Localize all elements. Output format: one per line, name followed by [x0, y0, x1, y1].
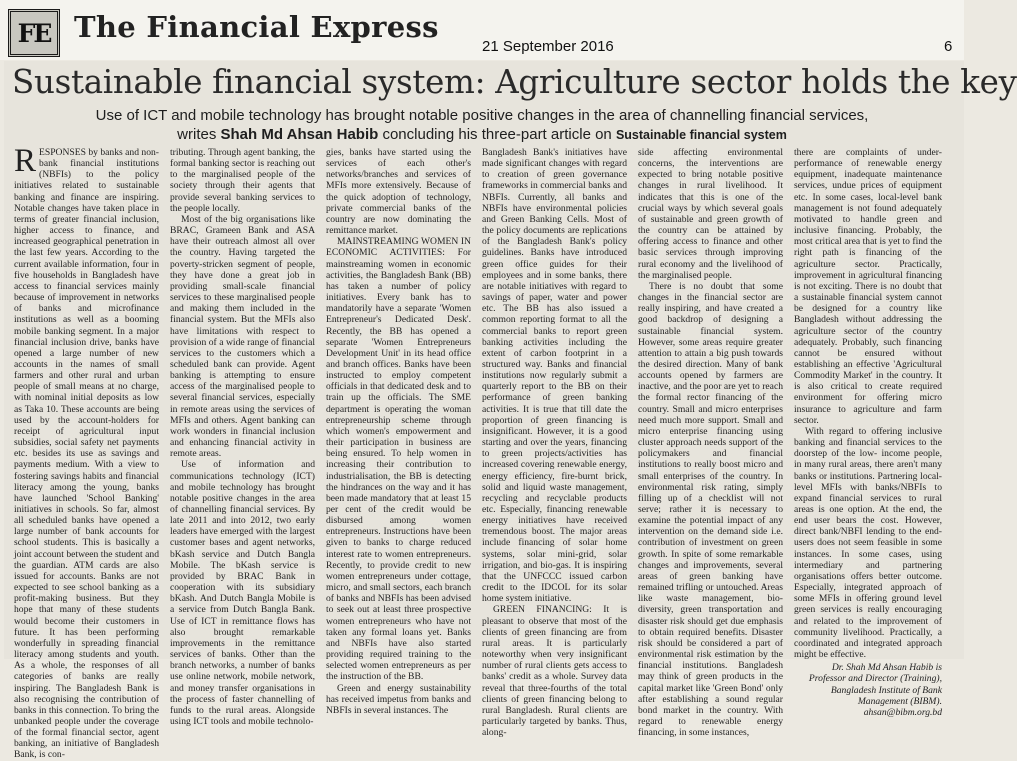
series-name: Sustainable financial system	[615, 128, 787, 142]
paragraph: There is no doubt that some changes in the financial sector are really inspiring, and have created a good backdrop of designing a sustainable financial system. However, some areas require greater attention to attain a big push towards the desired direction. Many of bank accounts opened by farmers are inactive, and the poor are yet to reach the formal rector financing of the country. Small and micro enterprises need much more support. Small and micro enterprise financing using cluster approach needs support of the policymakers and financial institutions to really boost micro and small enterprises of the country. In environmental risk rating, simply filling up of a checklist will not serve; rather it is necessary to examine the potential impact of any intervention on the demand side i.e. contribution of investment on green growth. In spite of some remarkable changes and improvements, several areas of green banking have remained trifling or untouched. Areas like waste management, bio-diversity, green transportation and disaster risk should get due emphasis to obtain required benefits. Disaster risk should be considered a part of environmental risk estimation by the financial institutions. Bangladesh may think of green products in the capital market like 'Green Bond' only after establishing a sound regular bond market in the country. With regard to renewable energy financing, in some instances,	[638, 280, 783, 739]
column-4	[482, 147, 627, 739]
column-3	[326, 147, 471, 716]
paragraph: gies, banks have started using the services of each other's networks/branches and services of MFIs more extensively. Because of the quick adoption of technology, private commercial banks of the country are now dominating the remittance market.	[326, 147, 471, 237]
publication-date: 21 September 2016	[482, 38, 614, 55]
standfirst-line-1: Use of ICT and mobile technology has brought notable positive changes in the area of channelling financial services,	[95, 107, 869, 124]
paragraph: Bangladesh Bank's initiatives have made significant changes with regard to creation of green governance frameworks in commercial banks and NBFIs. Currently, all banks and NBFIs have environmental policies and Green Banking Cells. Most of the policy documents are replications of the Bangladesh Bank's policy guidelines. Banks have introduced green office guides for their employees and in some banks, there are notable initiatives with regard to savings of paper, water and power etc. The BB has also issued a common reporting format to all the commercial banks to report green banking activities including the extent of carbon footprint in a structured way. Banks and financial institutions now regularly submit a quarterly report to the BB on their performance of green banking activities. It is true that till date the proportion of green financing is insignificant. However, it is a good starting and over the years, financing to green projects/activities has increased covering renewable energy, energy efficiency, fire-burnt brick, solid and liquid waste management, recycling and recyclable products etc. Especially, financing renewable energy initiatives have received tremendous boost. The major areas include financing of solar home systems, solar mini-grid, solar irrigation, and bio-gas. It is inspiring that the UNFCCC issued carbon credit to the IDCOL for its solar home system initiative.	[482, 147, 627, 605]
paragraph-text: ESPONSES by banks and non-bank financial institutions (NBFIs) to the policy initiatives related to sustainable banking and finance are inspiring. Notable changes have taken place in terms of greater financial inclusion, higher access to finance, and increased geographical penetration in the last few years. According to the current available information, four in five households in Bangladesh have access to financial services mainly because of improvement in networks of banks and microfinance institutions as well as a booming mobile banking segment. In a major financial inclusion drive, banks have opened a large number of new accounts in the names of small farmers and other rural and urban people of small means at no charge, with nominal initial deposits as low as Taka 10. These accounts are being used by the account-holders for receipt of agricultural input subsidies, social safety net payments etc. besides its use as savings and payments medium. With a view to fostering savings habits and financial literacy among the young, banks have launched 'School Banking' initiatives in schools. So far, almost all scheduled banks have opened a large number of bank accounts for school students. This is basically a joint account between the student and the guardian. ATM cards are also issued for accounts. Banks are not expected to see school banking as a profit-making business. But they hope that many of these students would become their customers in future. It has been performing wonderfully in spreading financial literacy among students and youth. As a whole, the responses of all categories of banks are really inspiring. The Bangladesh Bank is also recognising the contribution of banks in this connection. To bring the unbanked people under the coverage of the formal financial sector, agent banking, an initiative of Bangladesh Bank, is con-	[14, 147, 159, 761]
newspaper-title: The Financial Express	[74, 10, 439, 44]
paragraph: GREEN FINANCING: It is pleasant to observe that most of the clients of green financing are from rural areas. It is particularly noteworthy when very insignificant number of rural clients gets access to banks' credit as a whole. Survey data reveal that three-fourths of the total clients of green financing belong to rural Bangladesh. Rural clients are particularly targeted by banks. Thus, along-	[482, 604, 627, 739]
standfirst-writes: writes	[177, 126, 217, 143]
article-standfirst	[0, 106, 964, 145]
paragraph: tributing. Through agent banking, the formal banking sector is reaching out to the marginalised people of the society through their agents that provide several banking services to the people locally.	[170, 147, 315, 214]
column-1	[14, 143, 159, 761]
standfirst-line-2	[0, 125, 964, 145]
paragraph: side affecting environmental concerns, the interventions are expected to bring notable positive changes in rural livelihood. It indicates that this is one of the crucial ways by which several goals of sustainable and green growth of the country can be attained by offering access to finance and other basic services through improving rural economy and the livelihood of the marginalised people.	[638, 147, 783, 281]
column-5	[638, 147, 783, 739]
paragraph: Green and energy sustainability has received impetus from banks and NBFIs in several instances. The	[326, 682, 471, 716]
drop-cap: R	[14, 143, 37, 179]
article-headline: Sustainable financial system: Agriculture sector holds the key	[12, 63, 1017, 101]
page-number: 6	[944, 38, 953, 55]
paragraph: Use of information and communications technology (ICT) and mobile technology has brought notable positive changes in the area of channelling financial services. By late 2011 and into 2012, two early leaders have emerged with the largest customer bases and agent networks, bKash service and Dutch Bangla Mobile. The bKash service is provided by BRAC Bank in cooperation with its subsidiary bKash. And Dutch Bangla Mobile is a service from Dutch Bangla Bank. Use of ICT in remittance flows has also brought remarkable improvements in the remittance services of banks. Other than the branch networks, a number of banks use online network, mobile network, and money transfer organisations in the process of faster channelling of funds to the rural areas. Alongside using ICT tools and mobile technolo-	[170, 459, 315, 727]
column-2	[170, 147, 315, 727]
column-6	[794, 147, 942, 718]
paragraph: there are complaints of under-performance of renewable energy equipment, inadequate maintenance services, undue prices of equipment etc. In some cases, local-level bank management is not found adequately motivated to handle green and inclusive financing. Probably, the most critical area that is yet to find the right path is financing of the agriculture sector. Practically, improvement in agricultural financing is not exciting. There is no doubt that a sustainable financial system cannot be designed for a country like Bangladesh without addressing the agriculture sector of the country adequately. Probably, such financing cannot be ensured without establishing an effective 'Agricultural Commodity Market' in the country. It is also critical to create required environment for offering micro insurance to agriculture and farm sector.	[794, 147, 942, 426]
paragraph: Most of the big organisations like BRAC, Grameen Bank and ASA have their outreach almost all over the country. Having targeted the poverty-stricken segment of people, they have done a great job in providing small-scale financial services to these marginalised people and making them included in the financial system. But the MFIs also have limitations with respect to provision of a wide range of financial services to the customers which a scheduled bank can provide. Agent banking is attempting to ensure access of the marginalised people to several financial services, especially in remote areas using the services of MFIs and others. Agent banking can work wonders in financial inclusion and enhancing financial activity in remote areas.	[170, 213, 315, 460]
paragraph: MAINSTREAMING WOMEN IN ECONOMIC ACTIVITIES: For mainstreaming women in economic activities, the Bangladesh Bank (BB) has taken a number of policy initiatives. Every bank has to mandatorily have a separate 'Women Entrepreneur's Dedicated Desk'. Recently, the BB has opened a separate 'Women Entrepreneurs Development Unit' in its head office and branch offices. Banks have been instructed to employ competent officials in that dedicated desk and to train up the officials. The SME department is operating the woman entrepreneurship scheme through which women's empowerment and their participation in business are being ensured. To help women in increasing their contribution to industrialisation, the BB is detecting the hindrances on the way and it has been made mandatory that at least 15 per cent of the credit would be disbursed among women entrepreneurs. Instructions have been given to banks to charge reduced interest rate to women entrepreneurs. Recently, to provide credit to new women entrepreneurs under cottage, micro, and small sectors, each branch of banks and NBFIs has been advised to seek out at least three prospective women entrepreneurs who have not taken any formal loans yet. Banks and NBFIs have also started providing required training to the selected women entrepreneurs as per the instruction of the BB.	[326, 236, 471, 683]
author-name: Shah Md Ahsan Habib	[220, 126, 379, 143]
masthead	[0, 0, 964, 60]
paragraph	[14, 143, 159, 761]
logo-text: FE	[17, 18, 51, 48]
paragraph: With regard to offering inclusive banking and financial services to the doorstep of the low- income people, in many rural areas, there aren't many banks or institutions. Partnering local-level MFIs with banks/NBFIs to expand financial services to rural areas is one option. At the end, the end user bears the cost. However, direct bank/NBFI lending to the end-users does not seem feasible in some instances. In some cases, using intermediary and partnering organisations offers better outcome. Especially, integrated approach of some MFIs in offering ground level green services is really encouraging and related to the improvement of community livelihood. Practically, a coordinated and integrated approach might be effective.	[794, 425, 942, 661]
author-bio: Dr. Shah Md Ahsan Habib is Professor and Director (Training), Bangladesh Institute of Bank Management (BIBM). ahsan@bibm.org.bd	[808, 662, 942, 718]
standfirst-concluding: concluding his three-part article on	[382, 126, 612, 143]
fe-logo	[8, 9, 60, 57]
article-body	[14, 143, 950, 761]
